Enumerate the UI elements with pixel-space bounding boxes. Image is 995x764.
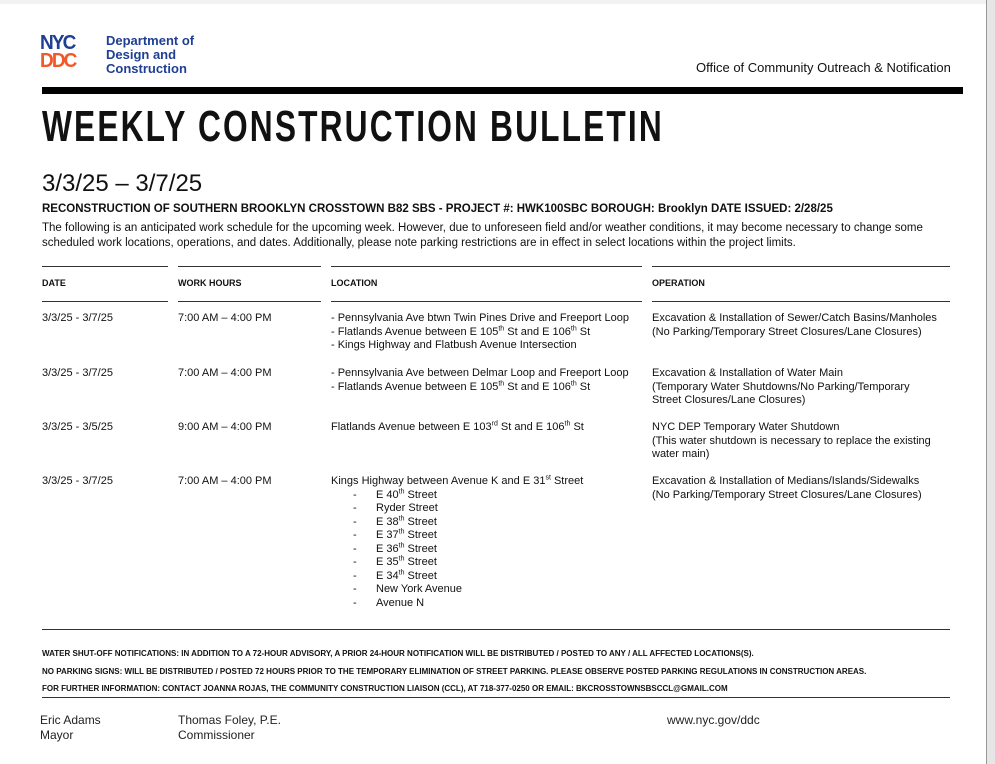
date-cell xyxy=(42,312,113,326)
row-date: 3/3/25 - 3/7/25 xyxy=(42,312,113,324)
dept-line: Design and xyxy=(106,47,177,62)
hours-cell xyxy=(178,312,272,326)
location-cell xyxy=(331,312,629,353)
divider xyxy=(178,266,321,267)
divider xyxy=(652,266,950,267)
location-line: - Pennsylvania Ave between Delmar Loop and Freeport Loop xyxy=(331,367,629,379)
office-name: Office of Community Outreach & Notification xyxy=(696,60,951,75)
row-date: 3/3/25 - 3/7/25 xyxy=(42,475,113,487)
department-name xyxy=(106,34,194,76)
info-text: , THE COMMUNITY CONSTRUCTION LIAISON ( xyxy=(266,684,445,693)
water-note: WATER SHUT-OFF NOTIFICATIONS: IN ADDITION TO A 72-HOUR ADVISORY, A PRIOR 24-HOUR NOTIFICATION WILL BE DISTRIBUTED / POSTED TO ANY / ALL AFFECTED LOCATIONS(S). xyxy=(42,649,754,658)
header-location: LOCATION xyxy=(331,278,378,288)
divider xyxy=(42,301,168,302)
location-bullet: - E 38th Street xyxy=(353,514,437,528)
header-hours: WORK HOURS xyxy=(178,278,242,288)
operation-line: Excavation & Installation of Water Main xyxy=(652,367,843,379)
ccl: CCL xyxy=(444,684,461,693)
info-text: OR EMAIL: xyxy=(529,684,576,693)
location-bullet: - E 35th Street xyxy=(353,555,437,568)
date-cell xyxy=(42,421,113,435)
location-line: - Pennsylvania Ave btwn Twin Pines Drive and Freeport Loop xyxy=(331,312,629,324)
intro-text: The following is an anticipated work schedule for the upcoming week. However, due to unforeseen field and/or weather conditions, it may become necessary to change some scheduled work locations, operations, and dates. Additionally, please note parking restrictions are in effect in select locations within the project limits. xyxy=(42,222,923,249)
contact-name: JOANNA ROJAS xyxy=(203,684,267,693)
row-hours: 7:00 AM – 4:00 PM xyxy=(178,312,272,324)
header-operation: OPERATION xyxy=(652,278,705,288)
notes xyxy=(42,645,866,698)
location-line: Kings Highway between Avenue K and E 31st Street xyxy=(331,474,584,487)
divider xyxy=(652,301,950,302)
commissioner-title: Commissioner xyxy=(178,728,255,742)
location-line: - Flatlands Avenue between E 105th St and E 106th St xyxy=(331,324,591,338)
operation-line: (No Parking/Temporary Street Closures/Lane Closures) xyxy=(652,488,922,501)
divider xyxy=(42,697,950,698)
row-hours: 7:00 AM – 4:00 PM xyxy=(178,475,272,487)
operation-cell xyxy=(652,367,910,408)
row-hours: 9:00 AM – 4:00 PM xyxy=(178,421,272,433)
location-line: Flatlands Avenue between E 103rd St and E 106th St xyxy=(331,420,584,433)
hours-cell xyxy=(178,475,272,489)
parking-note: NO PARKING SIGNS: WILL BE DISTRIBUTED / POSTED 72 HOURS PRIOR TO THE TEMPORARY ELIMINATION OF STREET PARKING. PLEASE OBSERVE POSTED PARKING REGULATIONS IN CONSTRUCTION AREAS. xyxy=(42,666,867,676)
commissioner-name: Thomas Foley, P.E. xyxy=(178,713,281,727)
hours-cell xyxy=(178,421,272,435)
hours-cell xyxy=(178,367,272,381)
location-bullet: - E 36th Street xyxy=(353,541,437,555)
email[interactable]: BKCROSSTOWNSBSCCL@GMAIL.COM xyxy=(575,684,728,693)
row-hours: 7:00 AM – 4:00 PM xyxy=(178,367,272,379)
commissioner xyxy=(178,713,281,743)
location-bullet: - New York Avenue xyxy=(353,583,463,595)
divider xyxy=(42,629,950,630)
divider xyxy=(178,301,321,302)
project-line: RECONSTRUCTION OF SOUTHERN BROOKLYN CROSSTOWN B82 SBS - PROJECT #: HWK100SBC BOROUGH: Brooklyn DATE ISSUED: 2/28/25 xyxy=(42,203,833,215)
operation-line: (No Parking/Temporary Street Closures/Lane Closures) xyxy=(652,325,922,338)
logo-nyc: NYC xyxy=(40,32,75,54)
operation-line: Excavation & Installation of Medians/Islands/Sidewalks xyxy=(652,475,920,487)
phone: 718-377-0250 xyxy=(479,684,530,693)
operation-line: (Temporary Water Shutdowns/No Parking/Temporary xyxy=(652,380,910,393)
mayor-title: Mayor xyxy=(40,728,74,742)
location-cell xyxy=(331,421,584,435)
operation-line: Street Closures/Lane Closures) xyxy=(652,394,806,406)
operation-cell xyxy=(652,475,922,502)
date-range: 3/3/25 – 3/7/25 xyxy=(42,170,203,197)
operation-line: Excavation & Installation of Sewer/Catch Basins/Manholes xyxy=(652,312,937,324)
location-bullet: - Avenue N xyxy=(353,596,425,609)
operation-line: (This water shutdown is necessary to replace the existing xyxy=(652,434,931,447)
location-line: - Flatlands Avenue between E 105th St and E 106th St xyxy=(331,379,591,393)
divider xyxy=(331,301,642,302)
location-cell xyxy=(331,475,583,610)
dept-line: Construction xyxy=(106,61,187,76)
header-date: DATE xyxy=(42,278,66,288)
operation-line: NYC DEP Temporary Water Shutdown xyxy=(652,421,840,433)
divider xyxy=(331,266,642,267)
row-date: 3/3/25 - 3/7/25 xyxy=(42,367,113,379)
location-bullet: - E 34th Street xyxy=(353,568,437,582)
location-bullet: - E 37th Street xyxy=(353,528,437,541)
mayor xyxy=(40,713,101,743)
location-bullet: - Ryder Street xyxy=(353,502,438,514)
info-text: FOR FURTHER INFORMATION: CONTACT xyxy=(42,684,204,693)
header-divider xyxy=(42,87,963,94)
page-edge xyxy=(986,0,995,764)
logo-ddc: DDC xyxy=(40,50,76,72)
dept-line: Department of xyxy=(106,33,195,48)
divider xyxy=(42,266,168,267)
nyc-ddc-logo xyxy=(40,34,77,70)
top-edge xyxy=(0,0,995,4)
date-cell xyxy=(42,367,113,381)
location-bullet: - E 40th Street xyxy=(353,487,437,501)
website[interactable]: www.nyc.gov/ddc xyxy=(667,713,760,727)
info-text: ), AT xyxy=(460,684,480,693)
operation-cell xyxy=(652,312,937,339)
row-date: 3/3/25 - 3/5/25 xyxy=(42,421,113,433)
date-cell xyxy=(42,475,113,489)
operation-line: water main) xyxy=(652,448,710,460)
location-cell xyxy=(331,367,629,394)
location-line: - Kings Highway and Flatbush Avenue Intersection xyxy=(331,339,577,351)
info-note xyxy=(42,680,866,698)
page-title: WEEKLY CONSTRUCTION BULLETIN xyxy=(42,102,664,151)
mayor-name: Eric Adams xyxy=(40,713,101,727)
operation-cell xyxy=(652,421,931,462)
